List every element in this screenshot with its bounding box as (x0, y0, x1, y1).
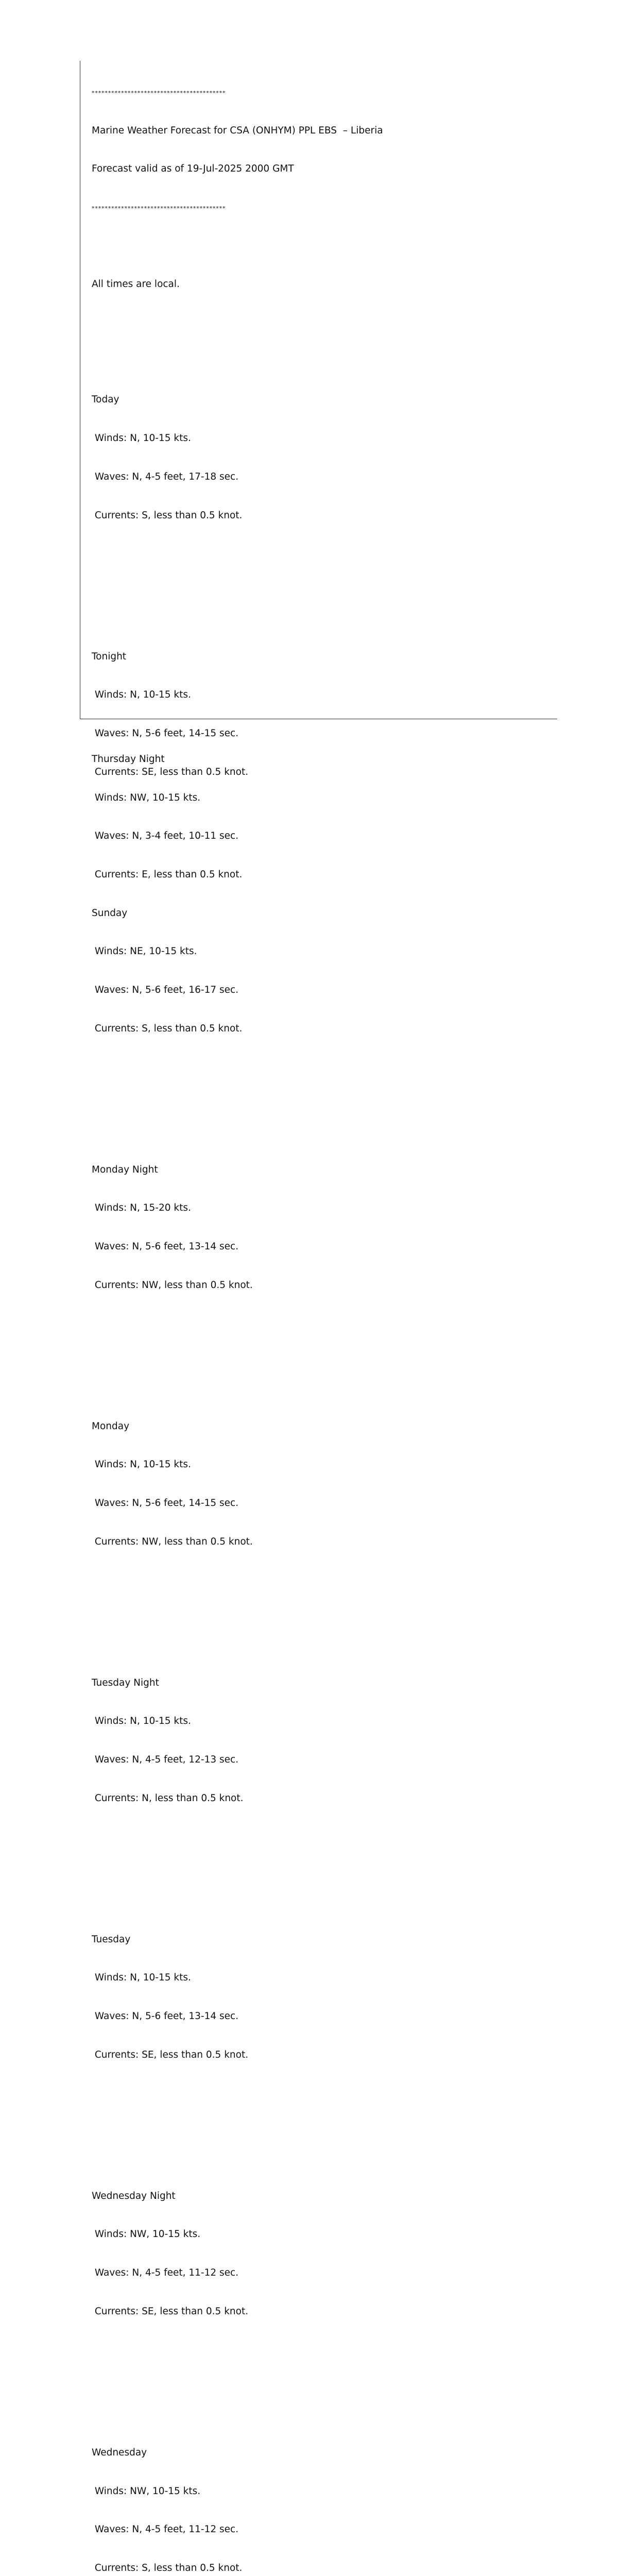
spacer (92, 1061, 545, 1074)
period-name: Tuesday Night (92, 1677, 159, 1688)
spacer (92, 240, 545, 253)
period-name: Monday (92, 1420, 130, 1432)
period-currents: Currents: NW, less than 0.5 knot. (92, 1279, 253, 1291)
period-waves: Waves: N, 4-5 feet, 12-13 sec. (92, 1754, 239, 1766)
forecast-period (92, 1395, 545, 1613)
period-name: Today (92, 394, 119, 405)
period-waves: Waves: N, 5-6 feet, 14-15 sec. (92, 1498, 239, 1509)
period-currents: Currents: S, less than 0.5 knot. (92, 2562, 243, 2573)
header-stars-bottom: ***************************************** (92, 205, 226, 212)
period-waves: Waves: N, 5-6 feet, 14-15 sec. (92, 727, 239, 739)
period-winds: Winds: N, 10-15 kts. (92, 1716, 191, 1727)
period-currents: Currents: S, less than 0.5 knot. (92, 1023, 243, 1034)
period-waves: Waves: N, 3-4 feet, 10-11 sec. (92, 831, 239, 842)
spacer (92, 1574, 545, 1587)
forecast-period (92, 2164, 545, 2382)
period-name: Thursday Night (92, 753, 165, 765)
period-winds: Winds: NW, 10-15 kts. (92, 2229, 201, 2240)
times-note: All times are local. (92, 279, 180, 290)
spacer (92, 2344, 545, 2357)
period-name: Sunday (92, 907, 128, 919)
forecast-period (92, 368, 545, 586)
period-winds: Winds: N, 10-15 kts. (92, 1459, 191, 1470)
header-stars-top: ***************************************** (92, 89, 226, 96)
period-winds: Winds: N, 10-15 kts. (92, 689, 191, 701)
forecast-period (92, 1651, 545, 1869)
forecast-valid-time: Forecast valid as of 19-Jul-2025 2000 GMT (92, 163, 294, 175)
forecast-title: Marine Weather Forecast for CSA (ONHYM) PPL EBS – Liberia (92, 125, 383, 136)
forecast-content (92, 60, 545, 2576)
period-winds: Winds: N, 10-15 kts. (92, 1972, 191, 1984)
period-currents: Currents: SE, less than 0.5 knot. (92, 2306, 249, 2317)
period-winds: Winds: N, 15-20 kts. (92, 1202, 191, 1214)
spacer (92, 548, 545, 561)
period-waves: Waves: N, 5-6 feet, 13-14 sec. (92, 2011, 239, 2022)
forecast-period (92, 1908, 545, 2126)
period-name: Wednesday Night (92, 2190, 176, 2201)
forecast-period (92, 1138, 545, 1356)
period-currents: Currents: NW, less than 0.5 knot. (92, 1536, 253, 1547)
period-waves: Waves: N, 5-6 feet, 13-14 sec. (92, 1241, 239, 1252)
period-currents: Currents: E, less than 0.5 knot. (92, 869, 243, 880)
period-name: Tuesday (92, 1934, 131, 1945)
period-waves: Waves: N, 5-6 feet, 16-17 sec. (92, 984, 239, 995)
spacer (92, 2088, 545, 2100)
spacer (92, 1831, 545, 1844)
forecast-period (92, 882, 545, 1099)
period-winds: Winds: N, 10-15 kts. (92, 433, 191, 444)
forecast-period (92, 2421, 545, 2576)
period-winds: Winds: NW, 10-15 kts. (92, 2485, 201, 2497)
spacer (92, 317, 545, 330)
period-waves: Waves: N, 4-5 feet, 17-18 sec. (92, 471, 239, 482)
period-currents: Currents: SE, less than 0.5 knot. (92, 766, 249, 777)
period-currents: Currents: S, less than 0.5 knot. (92, 510, 243, 521)
period-name: Tonight (92, 651, 127, 662)
period-waves: Waves: N, 4-5 feet, 11-12 sec. (92, 2524, 239, 2535)
period-name: Monday Night (92, 1164, 158, 1175)
period-currents: Currents: SE, less than 0.5 knot. (92, 2049, 249, 2060)
period-name: Wednesday (92, 2447, 147, 2458)
period-winds: Winds: NE, 10-15 kts. (92, 946, 197, 957)
period-winds: Winds: NW, 10-15 kts. (92, 792, 201, 803)
spacer (92, 1317, 545, 1330)
period-currents: Currents: N, less than 0.5 knot. (92, 1792, 244, 1804)
period-waves: Waves: N, 4-5 feet, 11-12 sec. (92, 2267, 239, 2279)
forecast-period-overflow (92, 727, 545, 907)
